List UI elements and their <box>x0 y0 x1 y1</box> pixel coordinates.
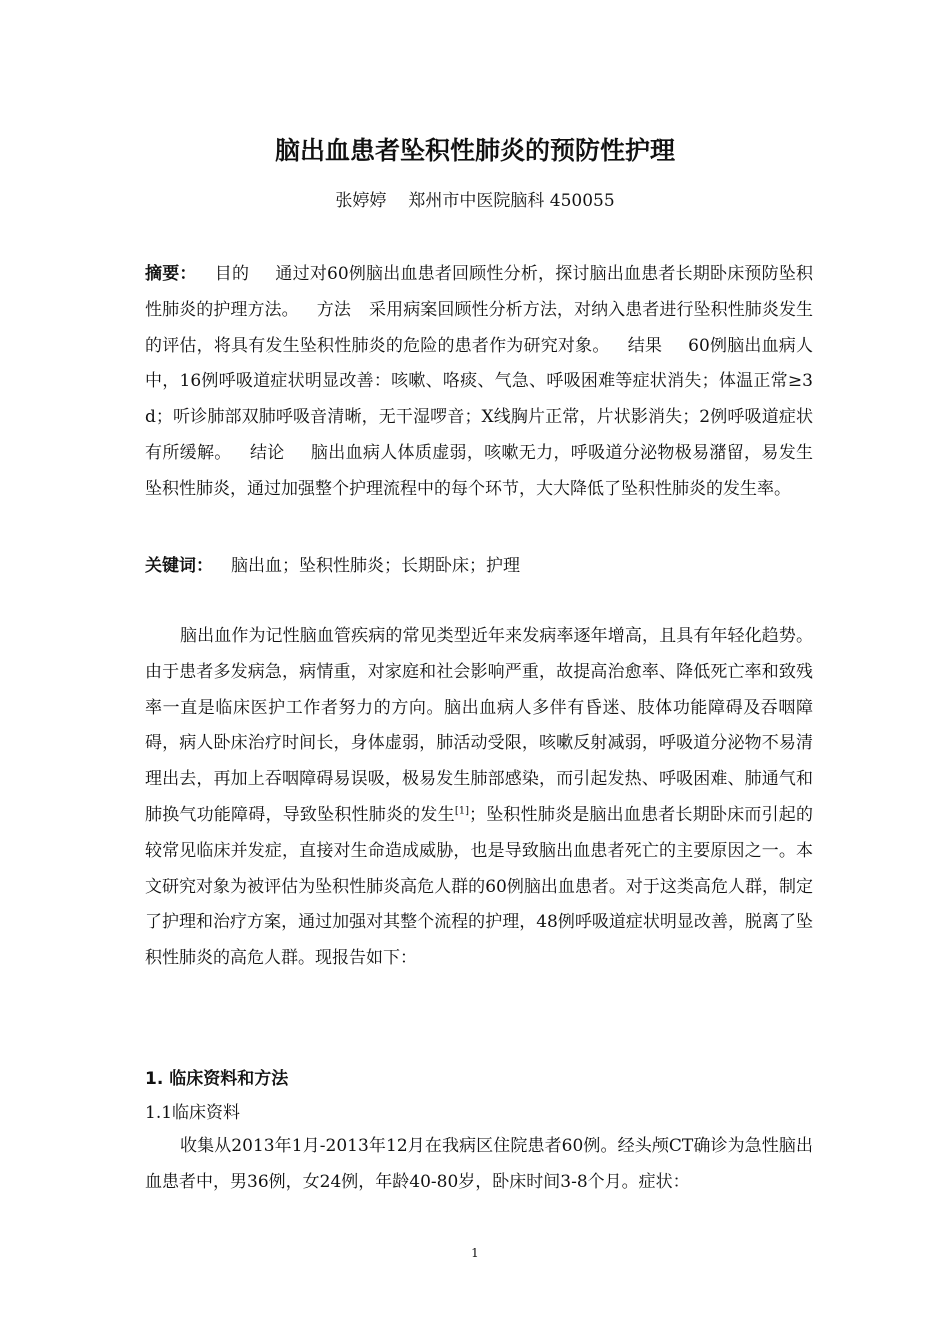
author-name: 张婷婷 <box>335 191 387 211</box>
conclusion-text: 脑出血病人体质虚弱，咳嗽无力，呼吸道分泌物极易潴留，易发生坠积性肺炎，通过加强整个护理流程中的每个环节，大大降低了坠积性肺炎的发生率。 <box>145 442 814 499</box>
objective-label: 目的 <box>214 264 250 284</box>
page-number: 1 <box>471 1246 479 1260</box>
author-line <box>0 188 950 214</box>
intro-paragraph <box>145 619 813 977</box>
section-heading: 1. 临床资料和方法 <box>145 1069 289 1089</box>
paper-title: 脑出血患者坠积性肺炎的预防性护理 <box>274 136 675 165</box>
keywords-line <box>145 549 813 585</box>
objective-text: 通过对60例脑出血患者回顾性分析，探讨脑出血患者长期卧床预防坠积性肺炎的护理方法。 <box>145 264 814 320</box>
keywords-label: 关键词： <box>145 556 213 576</box>
result-text: 60例脑出血病人中，16例呼吸道症状明显改善：咳嗽、咯痰、气急、呼吸困难等症状消失；体温正常≥3d；听诊肺部双肺呼吸音清晰，无干湿啰音；X线胸片正常，片状影消失；2例呼吸道症状有所缓解。 <box>145 335 814 463</box>
citation-marker: [1] <box>454 805 469 817</box>
method-label: 方法 <box>316 299 351 320</box>
method-text: 采用病案回顾性分析方法，对纳入患者进行坠积性肺炎发生的评估，将具有发生坠积性肺炎的危险的患者作为研究对象。 <box>145 299 814 356</box>
conclusion-label: 结论 <box>249 442 285 463</box>
author-affiliation: 郑州市中医院脑科 450055 <box>408 191 615 211</box>
subsection-heading: 1.1临床资料 <box>145 1103 241 1123</box>
intro-text-part1: 脑出血作为记性脑血管疾病的常见类型近年来发病率逐年增高，且具有年轻化趋势。由于患者多发病急，病情重，对家庭和社会影响严重，故提高治愈率、降低死亡率和致残率一直是临床医护工作者努力的方向。脑出血病人多伴有昏迷、肢体功能障碍及吞咽障碍，病人卧床治疗时间长，身体虚弱，肺活动受限，咳嗽反射减弱，呼吸道分泌物不易清理出去，再加上吞咽障碍易误吸，极易发生肺部感染，而引起发热、呼吸困难、肺通气和肺换气功能障碍，导致坠积性肺炎的发生 <box>145 626 813 825</box>
intro-text-part2: ；坠积性肺炎是脑出血患者长期卧床而引起的较常见临床并发症，直接对生命造成威胁，也是导致脑出血患者死亡的主要原因之一。本文研究对象为被评估为坠积性肺炎高危人群的60例脑出血患者。对于这类高危人群，制定了护理和治疗方案，通过加强对其整个流程的护理，48例呼吸道症状明显改善，脱离了坠积性肺炎的高危人群。现报告如下： <box>145 804 814 969</box>
section-paragraph: 收集从2013年1月-2013年12月在我病区住院患者60例。经头颅CT确诊为急性脑出血患者中，男36例，女24例，年龄40-80岁，卧床时间3-8个月。症状： <box>145 1136 813 1192</box>
result-label: 结果 <box>627 335 663 356</box>
abstract-label: 摘要： <box>145 264 197 284</box>
keywords-text: 脑出血；坠积性肺炎；长期卧床；护理 <box>231 556 520 576</box>
abstract-paragraph <box>145 257 813 508</box>
